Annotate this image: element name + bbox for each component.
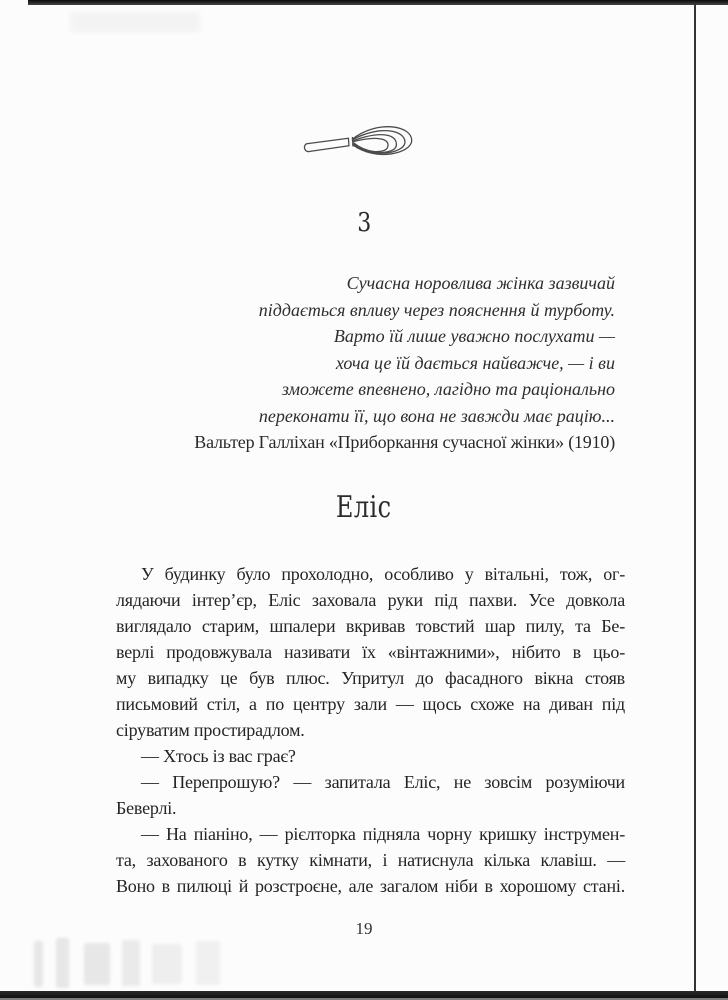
epigraph-attribution: Вальтер Галліхан «Приборкання сучасної жінки» (1910)	[194, 432, 615, 452]
bleed-through-mark	[196, 941, 220, 985]
body-line: сіруватим простирадлом.	[116, 720, 305, 740]
bleed-through-mark	[70, 12, 200, 32]
paragraph	[116, 743, 625, 769]
epigraph	[113, 270, 615, 456]
body-line: Воно в пилюці й розстроєне, але загалом ніби в хорошому стані.	[116, 876, 625, 896]
body-line: та, захованого в кутку кімнати, і натиснула кілька клавіш. —	[116, 850, 625, 870]
body-line: верлі продовжувала називати їх «вінтажними», нібито в цьо-	[116, 642, 625, 662]
body-line: лядаючи інтер’єр, Еліс заховала руки під пахви. Усе довкола	[116, 590, 625, 610]
epigraph-line: Варто їй лише уважно послухати —	[333, 326, 615, 346]
epigraph-line: хоча це їй дається найважче, — і ви	[335, 352, 615, 373]
bleed-through-mark	[84, 943, 110, 985]
body-line: — Хтось із вас грає?	[141, 746, 296, 766]
chapter-title	[0, 490, 728, 525]
body-line: му випадку це був плюс. Упритул до фасадного вікна стояв	[116, 668, 625, 688]
epigraph-line: Сучасна норовлива жінка зазвичай	[346, 273, 615, 293]
body-text	[116, 561, 625, 899]
paragraph	[116, 821, 625, 899]
bleed-through-mark	[56, 938, 69, 988]
epigraph-line: переконати її, що вона не завжди має рацію...	[258, 405, 615, 426]
paragraph	[116, 561, 625, 743]
chapter-title-text: Еліс	[336, 490, 392, 525]
body-line: виглядало старим, шпалери вкривав товстий шар пилу, та Бе-	[116, 616, 625, 636]
scan-bottom-edge	[0, 991, 728, 998]
chapter-number-text: 3	[356, 208, 372, 238]
chapter-number	[0, 208, 728, 238]
page-number: 19	[355, 919, 373, 938]
epigraph-line: піддається впливу через пояснення й турботу.	[258, 299, 615, 320]
whisk-icon	[299, 121, 421, 171]
body-line: — Перепрошую? — запитала Еліс, не зовсім розуміючи	[141, 772, 625, 792]
paragraph	[116, 769, 625, 821]
body-line: — На піаніно, — рієлторка підняла чорну кришку інструмен-	[141, 824, 625, 844]
bleed-through-mark	[152, 944, 182, 984]
body-line: Беверлі.	[116, 798, 177, 818]
body-line: У будинку було прохолодно, особливо у вітальні, тож, ог-	[141, 564, 625, 584]
body-line: письмовий стіл, а по центру зали — щось схоже на диван під	[116, 694, 625, 714]
epigraph-line: зможете впевнено, лагідно та раціонально	[281, 379, 615, 399]
bleed-through-mark	[34, 941, 43, 987]
bleed-through-mark	[122, 940, 140, 986]
scan-top-edge	[28, 0, 728, 5]
